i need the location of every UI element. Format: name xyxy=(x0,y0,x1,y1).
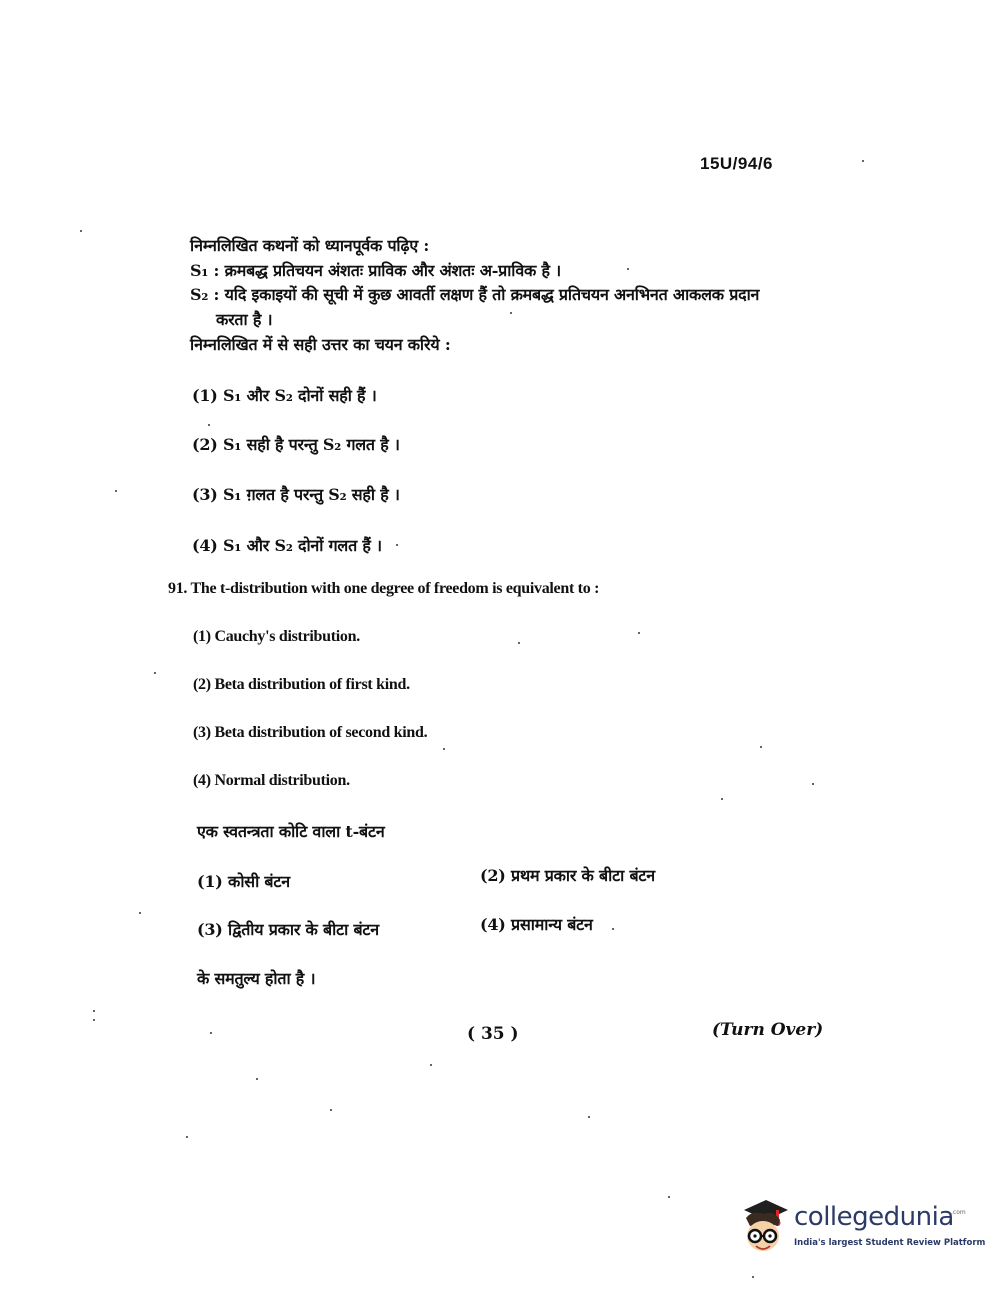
hindi-intro: निम्नलिखित कथनों को ध्यानपूर्वक पढ़िए : xyxy=(190,236,430,255)
hindi-instruction: निम्नलिखित में से सही उत्तर का चयन करिये : xyxy=(190,335,451,354)
watermark-name: collegedunia xyxy=(794,1202,954,1232)
q91-option-1: (1) Cauchy's distribution. xyxy=(193,628,360,645)
statement-s1: S₁ : क्रमबद्ध प्रतिचयन अंशतः प्राविक और अंशतः अ-प्राविक है । xyxy=(190,261,562,280)
watermark-tagline: India's largest Student Review Platform xyxy=(794,1238,986,1248)
paper-code: 15U/94/6 xyxy=(700,154,773,173)
q91-option-3: (3) Beta distribution of second kind. xyxy=(193,724,428,741)
q91-option-4: (4) Normal distribution. xyxy=(193,772,350,789)
q91-hindi-option-4: (4) प्रसामान्य बंटन xyxy=(480,915,593,934)
question-91-stem: 91. The t-distribution with one degree of freedom is equivalent to : xyxy=(168,580,600,597)
collegedunia-watermark xyxy=(736,1196,986,1260)
page-number: ( 35 ) xyxy=(467,1024,519,1044)
watermark-com: .com xyxy=(951,1209,966,1216)
statement-s2-line1: S₂ : यदि इकाइयों की सूची में कुछ आवर्ती लक्षण हैं तो क्रमबद्ध प्रतिचयन अनभिनत आकलक प्रदान xyxy=(190,285,760,304)
hindi-option-2: (2) S₁ सही है परन्तु S₂ गलत है । xyxy=(192,435,400,454)
q91-hindi-stem: एक स्वतन्त्रता कोटि वाला t-बंटन xyxy=(197,822,385,841)
q91-hindi-option-1: (1) कोसी बंटन xyxy=(197,872,290,891)
statement-s2-line2: करता है । xyxy=(216,310,273,329)
hindi-option-1: (1) S₁ और S₂ दोनों सही हैं । xyxy=(192,386,377,405)
q91-hindi-option-3: (3) द्वितीय प्रकार के बीटा बंटन xyxy=(197,920,379,939)
q91-hindi-end: के समतुल्य होता है । xyxy=(197,969,316,988)
hindi-option-3: (3) S₁ ग़लत है परन्तु S₂ सही है । xyxy=(192,485,400,504)
turn-over-note: (Turn Over) xyxy=(712,1020,824,1040)
q91-hindi-option-2: (2) प्रथम प्रकार के बीटा बंटन xyxy=(480,866,655,885)
student-mascot-icon xyxy=(736,1196,792,1260)
hindi-option-4: (4) S₁ और S₂ दोनों गलत हैं । xyxy=(192,536,382,555)
q91-option-2: (2) Beta distribution of first kind. xyxy=(193,676,410,693)
